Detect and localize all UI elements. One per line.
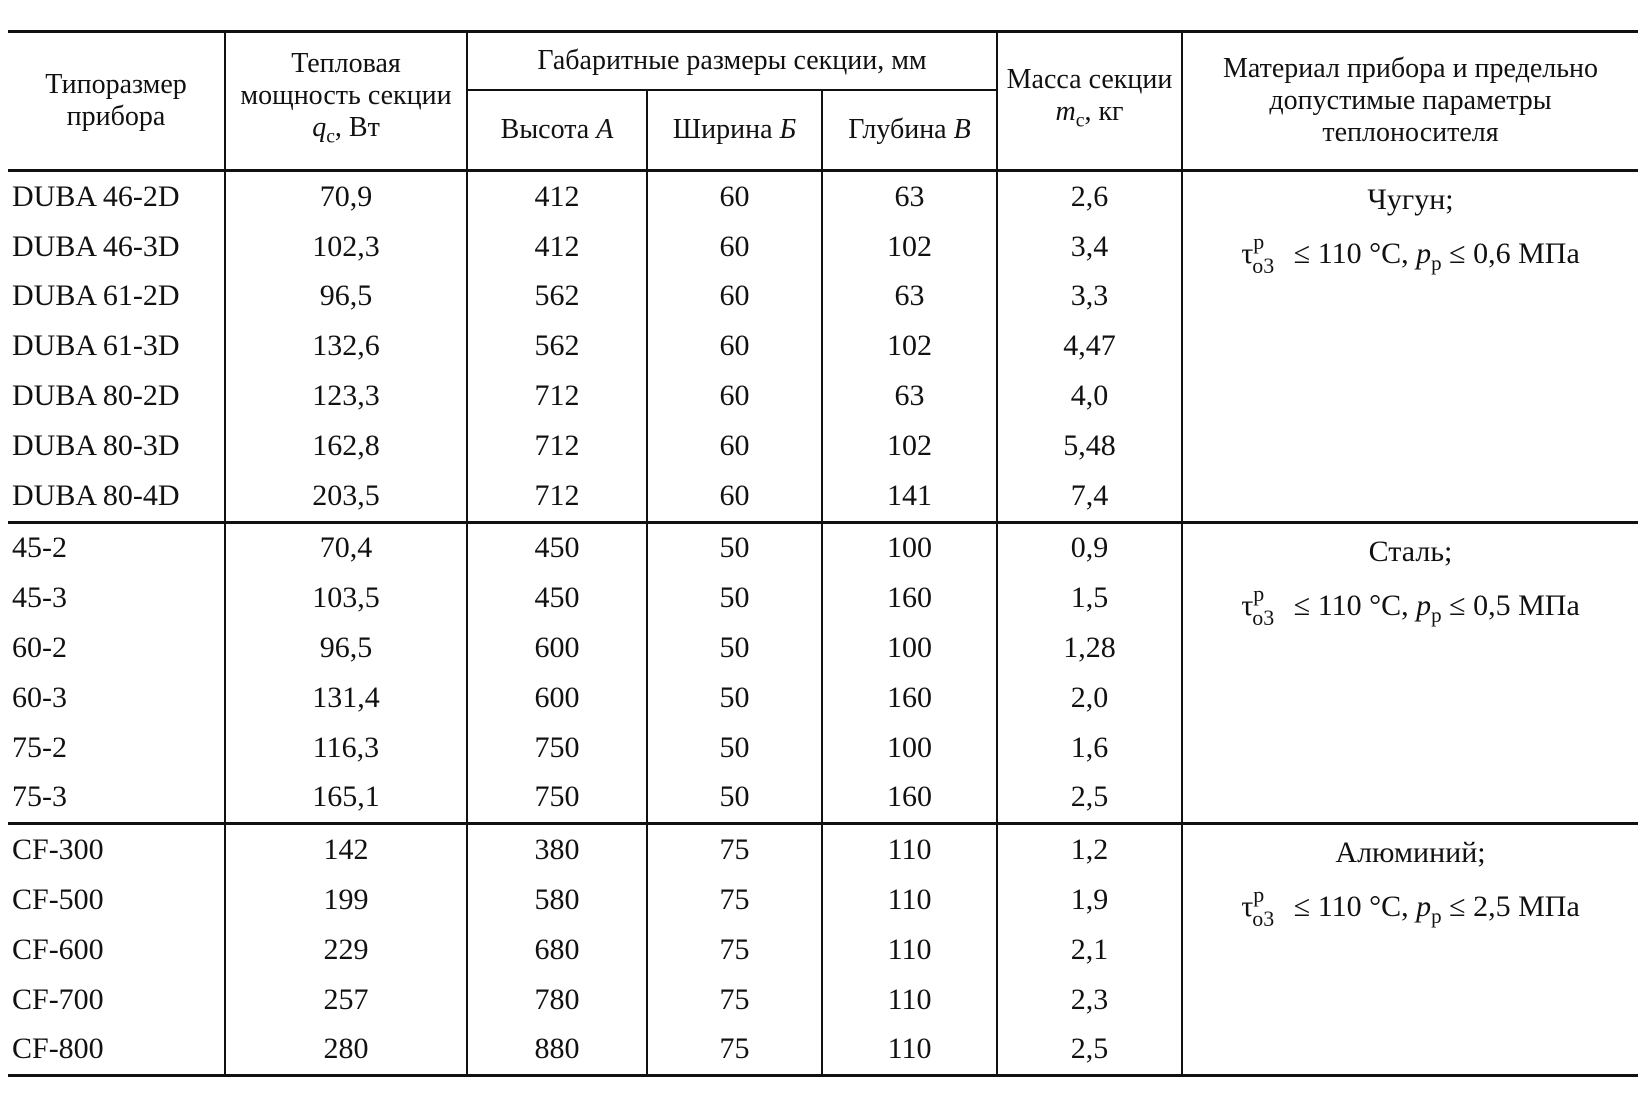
header-mass: Масса секции $m_с$, кг	[997, 32, 1182, 171]
cell-power: 280	[225, 1025, 467, 1076]
cell-depth: 160	[822, 673, 997, 723]
cell-width: 75	[647, 925, 822, 975]
cell-mass: 3,3	[997, 272, 1182, 322]
cell-width: 60	[647, 421, 822, 471]
cell-mass: 2,1	[997, 925, 1182, 975]
cell-power: 96,5	[225, 272, 467, 322]
cell-width: 60	[647, 222, 822, 272]
cell-width: 50	[647, 673, 822, 723]
cell-mass: 2,5	[997, 1025, 1182, 1076]
cell-model: CF-800	[12, 1032, 104, 1066]
cell-depth: 102	[822, 222, 997, 272]
header-power: Тепловая мощность секции $q_с$, Вт	[225, 32, 467, 171]
cell-height: 562	[467, 272, 647, 322]
cell-depth: 141	[822, 471, 997, 522]
cell-power: 131,4	[225, 673, 467, 723]
cell-height: 680	[467, 925, 647, 975]
material-group	[8, 171, 1638, 523]
header-material: Материал прибора и предельно допустимые параметры теплоносителя	[1182, 32, 1638, 171]
material-group	[8, 824, 1638, 1076]
cell-height: 880	[467, 1025, 647, 1076]
cell-mass: 2,6	[997, 171, 1182, 222]
cell-model: 60-3	[12, 680, 67, 714]
cell-height: 600	[467, 673, 647, 723]
cell-height: 750	[467, 723, 647, 773]
cell-power: 103,5	[225, 573, 467, 623]
cell-width: 60	[647, 371, 822, 421]
cell-width: 50	[647, 773, 822, 824]
cell-height: 412	[467, 171, 647, 222]
cell-model: DUBA 80-4D	[12, 478, 180, 512]
cell-height: 450	[467, 522, 647, 573]
cell-power: 203,5	[225, 471, 467, 522]
cell-depth: 110	[822, 824, 997, 875]
cell-width: 75	[647, 875, 822, 925]
table-row	[8, 522, 1638, 573]
cell-power: 70,9	[225, 171, 467, 222]
cell-depth: 160	[822, 773, 997, 824]
cell-height: 580	[467, 875, 647, 925]
cell-model: DUBA 46-2D	[12, 179, 180, 213]
cell-model: DUBA 80-2D	[12, 379, 180, 413]
cell-height: 412	[467, 222, 647, 272]
table-header	[8, 32, 1638, 171]
tau-symbol: $\tau^р_{о3}$	[1241, 580, 1275, 630]
cell-depth: 110	[822, 925, 997, 975]
header-model: Типоразмер прибора	[45, 69, 187, 132]
cell-model: 45-3	[12, 581, 67, 615]
cell-width: 75	[647, 824, 822, 875]
cell-mass: 0,9	[997, 522, 1182, 573]
header-width: Ширина Б	[647, 90, 822, 171]
cell-power: 70,4	[225, 522, 467, 573]
table-row	[8, 824, 1638, 875]
cell-depth: 63	[822, 371, 997, 421]
cell-width: 60	[647, 471, 822, 522]
cell-depth: 100	[822, 522, 997, 573]
material-name: Сталь;	[1368, 534, 1453, 568]
cell-power: 132,6	[225, 321, 467, 371]
cell-mass: 1,2	[997, 824, 1182, 875]
cell-mass: 2,5	[997, 773, 1182, 824]
cell-power: 199	[225, 875, 467, 925]
cell-mass: 1,28	[997, 623, 1182, 673]
material-name: Алюминий;	[1335, 836, 1486, 870]
cell-mass: 1,5	[997, 573, 1182, 623]
cell-width: 50	[647, 723, 822, 773]
cell-height: 380	[467, 824, 647, 875]
tau-symbol: $\tau^р_{о3}$	[1241, 882, 1275, 932]
cell-depth: 102	[822, 421, 997, 471]
material-limits: $\tau^р_{о3} \le 110$ °С, $p_р \le 0,6$ МПа	[1241, 229, 1580, 278]
tau-symbol: $\tau^р_{о3}$	[1241, 229, 1275, 278]
material-name: Чугун;	[1367, 183, 1454, 216]
cell-mass: 7,4	[997, 471, 1182, 522]
cell-power: 165,1	[225, 773, 467, 824]
cell-mass: 4,47	[997, 321, 1182, 371]
cell-mass: 1,6	[997, 723, 1182, 773]
radiator-table	[8, 30, 1638, 1077]
cell-model: CF-500	[12, 883, 104, 917]
cell-width: 50	[647, 573, 822, 623]
cell-model: 75-3	[12, 780, 67, 814]
cell-height: 780	[467, 975, 647, 1025]
cell-power: 142	[225, 824, 467, 875]
cell-height: 600	[467, 623, 647, 673]
cell-mass: 4,0	[997, 371, 1182, 421]
cell-width: 50	[647, 623, 822, 673]
material-cell	[1182, 171, 1638, 523]
material-cell	[1182, 522, 1638, 824]
cell-mass: 2,3	[997, 975, 1182, 1025]
cell-width: 75	[647, 975, 822, 1025]
cell-depth: 63	[822, 171, 997, 222]
material-group	[8, 522, 1638, 824]
cell-width: 60	[647, 321, 822, 371]
header-dimensions: Габаритные размеры секции, мм	[467, 32, 997, 91]
cell-depth: 110	[822, 1025, 997, 1076]
cell-width: 75	[647, 1025, 822, 1076]
cell-depth: 63	[822, 272, 997, 322]
cell-power: 123,3	[225, 371, 467, 421]
cell-power: 257	[225, 975, 467, 1025]
cell-model: 60-2	[12, 631, 67, 665]
cell-mass: 2,0	[997, 673, 1182, 723]
header-height: Высота А	[467, 90, 647, 171]
cell-mass: 5,48	[997, 421, 1182, 471]
cell-model: DUBA 61-3D	[12, 329, 180, 363]
cell-height: 712	[467, 421, 647, 471]
header-depth: Глубина В	[822, 90, 997, 171]
cell-power: 96,5	[225, 623, 467, 673]
cell-model: 45-2	[12, 531, 67, 565]
cell-height: 712	[467, 371, 647, 421]
cell-depth: 160	[822, 573, 997, 623]
cell-depth: 110	[822, 875, 997, 925]
cell-power: 162,8	[225, 421, 467, 471]
cell-model: DUBA 46-3D	[12, 229, 180, 263]
material-cell	[1182, 824, 1638, 1076]
cell-width: 60	[647, 171, 822, 222]
cell-model: DUBA 80-3D	[12, 428, 180, 462]
material-limits: $\tau^р_{о3} \le 110$ °С, $p_р \le 0,5$ МПа	[1241, 580, 1580, 630]
cell-height: 750	[467, 773, 647, 824]
cell-depth: 100	[822, 623, 997, 673]
cell-model: CF-300	[12, 833, 104, 867]
cell-depth: 102	[822, 321, 997, 371]
cell-width: 50	[647, 522, 822, 573]
cell-mass: 3,4	[997, 222, 1182, 272]
cell-model: CF-600	[12, 932, 104, 966]
cell-model: DUBA 61-2D	[12, 279, 180, 313]
table-row	[8, 171, 1638, 222]
cell-model: CF-700	[12, 982, 104, 1016]
cell-power: 102,3	[225, 222, 467, 272]
cell-height: 450	[467, 573, 647, 623]
material-limits: $\tau^р_{о3} \le 110$ °С, $p_р \le 2,5$ МПа	[1241, 882, 1580, 932]
cell-depth: 100	[822, 723, 997, 773]
cell-power: 116,3	[225, 723, 467, 773]
cell-width: 60	[647, 272, 822, 322]
cell-depth: 110	[822, 975, 997, 1025]
cell-mass: 1,9	[997, 875, 1182, 925]
cell-height: 712	[467, 471, 647, 522]
cell-power: 229	[225, 925, 467, 975]
cell-model: 75-2	[12, 730, 67, 764]
cell-height: 562	[467, 321, 647, 371]
